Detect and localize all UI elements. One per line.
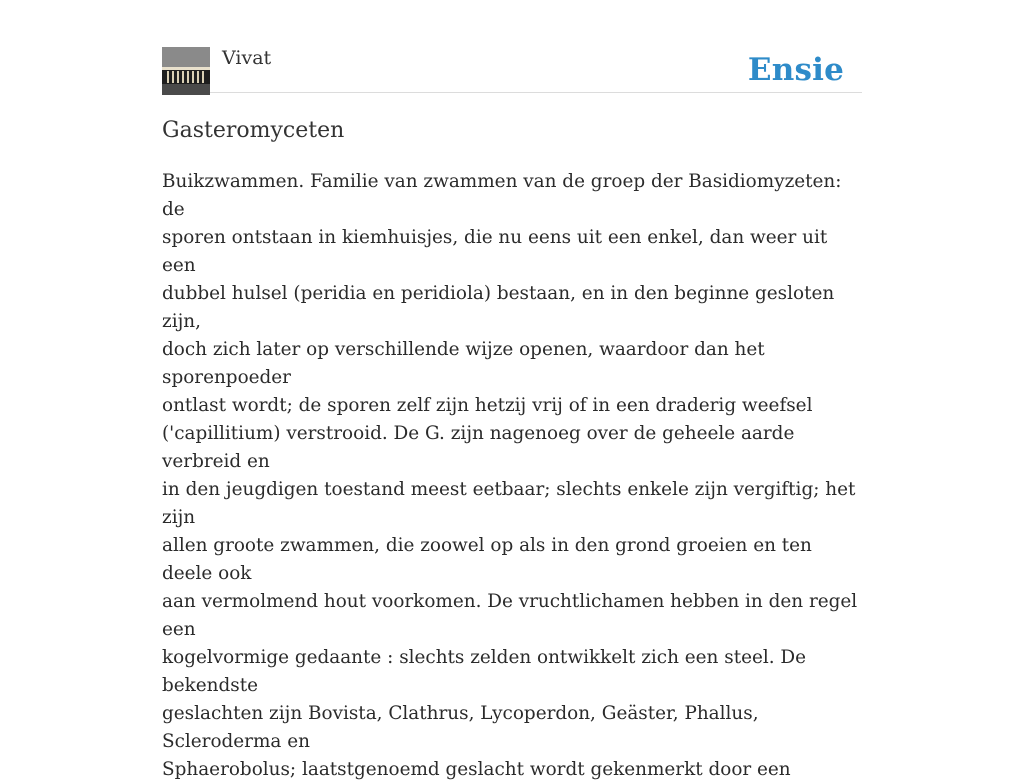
avatar-image	[162, 47, 210, 95]
author-name[interactable]: Vivat	[222, 47, 272, 69]
avatar[interactable]	[162, 47, 210, 95]
brand-logo[interactable]: Ensie	[747, 52, 844, 88]
page-header	[162, 46, 862, 93]
page-title: Gasteromyceten	[162, 118, 345, 143]
article-body: Buikzwammen. Familie van zwammen van de groep der Basidiomyzeten: de sporen ontstaan in kiemhuisjes, die nu eens uit een enkel, dan weer uit een dubbel hulsel (peridia en peridiola) bestaan, en in den beginne gesloten zijn, doch zich later op verschillende wijze openen, waardoor dan het sporenpoeder ontlast wordt; de sporen zelf zijn hetzij vrij of in een draderig weefsel ('capillitium) verstrooid. De G. zijn nagenoeg over de geheele aarde verbreid en in den jeugdigen toestand meest eetbaar; slechts enkele zijn vergiftig; het zijn allen groote zwammen, die zoowel op als in den grond groeien en ten deele ook aan vermolmend hout voorkomen. De vruchtlichamen hebben in den regel een kogelvormige gedaante : slechts zelden ontwikkelt zich een steel. De bekendste geslachten zijn Bovista, Clathrus, Lycoperdon, Geäster, Phallus, Scleroderma en Sphaerobolus; laatstgenoemd geslacht wordt gekenmerkt door een	[162, 171, 858, 780]
